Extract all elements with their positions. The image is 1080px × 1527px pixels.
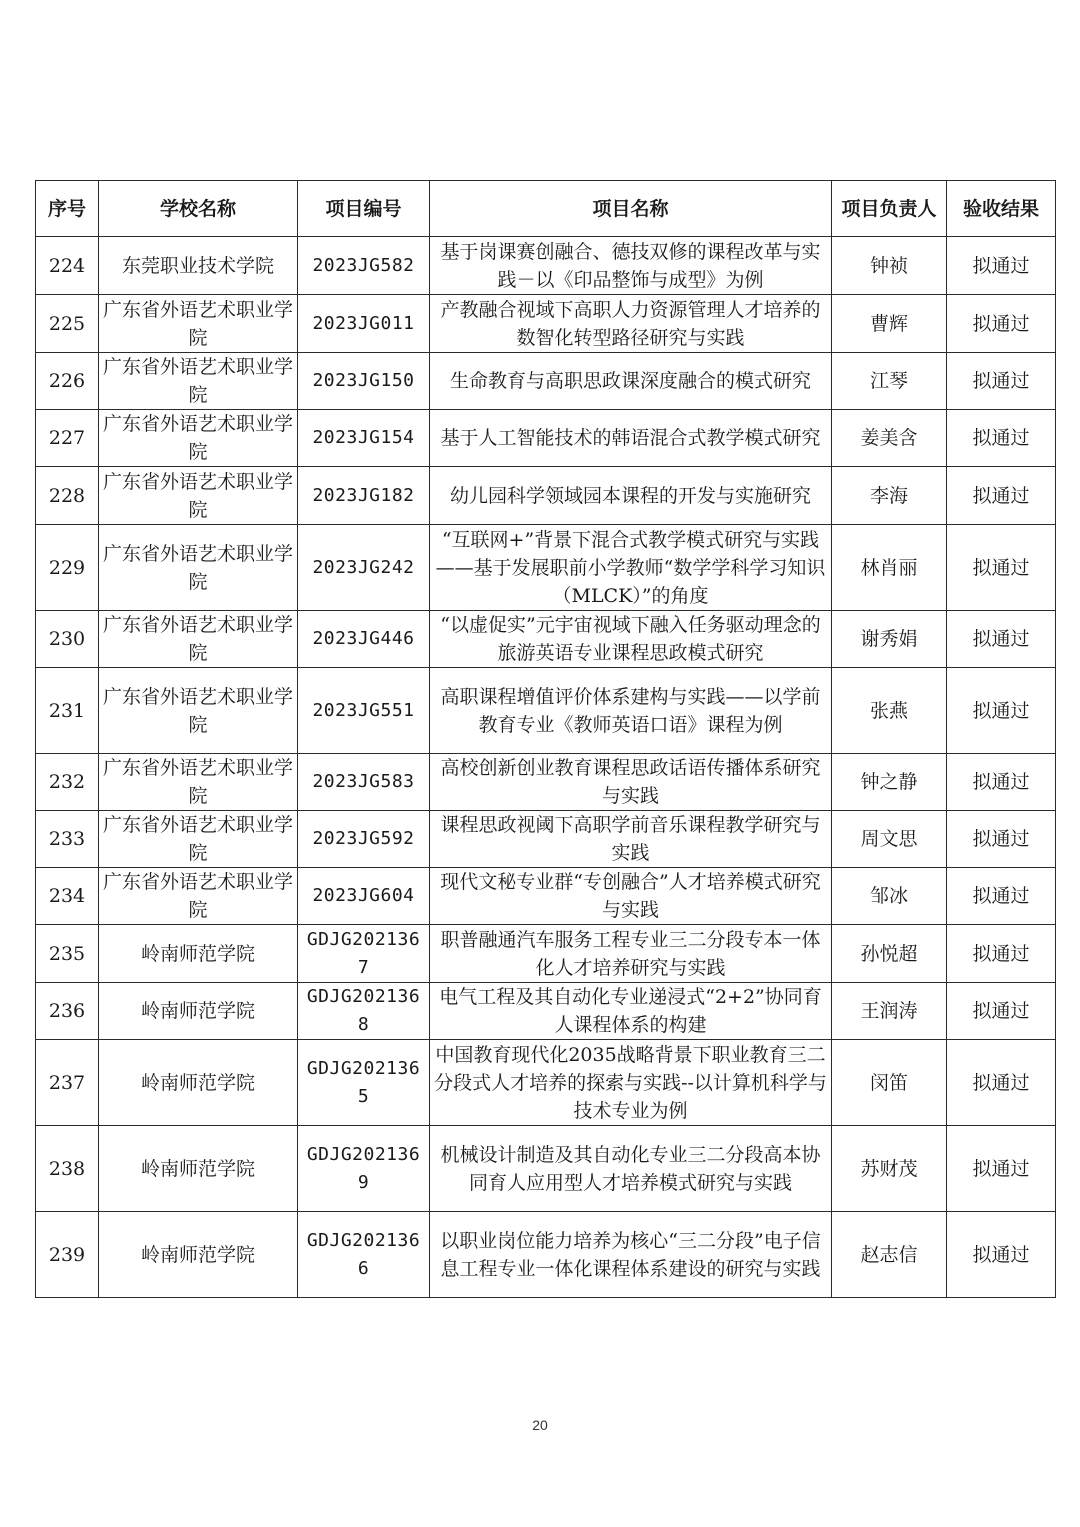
cell-code: 2023JG551 — [298, 668, 430, 754]
cell-project: 高职课程增值评价体系建构与实践——以学前教育专业《教师英语口语》课程为例 — [430, 668, 832, 754]
cell-school: 广东省外语艺术职业学院 — [99, 525, 298, 611]
table-row — [36, 295, 1056, 353]
table-body — [36, 237, 1056, 1298]
cell-seq: 227 — [36, 410, 99, 467]
cell-result: 拟通过 — [947, 1212, 1056, 1298]
cell-result: 拟通过 — [947, 525, 1056, 611]
cell-code: 2023JG150 — [298, 353, 430, 410]
table-row — [36, 611, 1056, 668]
cell-leader: 李海 — [832, 467, 947, 525]
cell-project: 电气工程及其自动化专业递浸式“2+2”协同育人课程体系的构建 — [430, 983, 832, 1040]
cell-school: 岭南师范学院 — [99, 1126, 298, 1212]
cell-seq: 234 — [36, 868, 99, 925]
cell-seq: 224 — [36, 237, 99, 295]
cell-school: 广东省外语艺术职业学院 — [99, 668, 298, 754]
cell-leader: 苏财茂 — [832, 1126, 947, 1212]
header-seq: 序号 — [36, 181, 99, 237]
cell-project: “以虚促实”元宇宙视域下融入任务驱动理念的旅游英语专业课程思政模式研究 — [430, 611, 832, 668]
cell-project: 中国教育现代化2035战略背景下职业教育三二分段式人才培养的探索与实践--以计算机科学与技术专业为例 — [430, 1040, 832, 1126]
cell-seq: 238 — [36, 1126, 99, 1212]
cell-project: 幼儿园科学领域园本课程的开发与实施研究 — [430, 467, 832, 525]
cell-result: 拟通过 — [947, 668, 1056, 754]
cell-code: GDJG2021365 — [298, 1040, 430, 1126]
cell-school: 广东省外语艺术职业学院 — [99, 811, 298, 868]
table-row — [36, 1126, 1056, 1212]
cell-seq: 231 — [36, 668, 99, 754]
header-code: 项目编号 — [298, 181, 430, 237]
cell-school: 广东省外语艺术职业学院 — [99, 467, 298, 525]
table-row — [36, 668, 1056, 754]
table-row — [36, 353, 1056, 410]
cell-leader: 孙悦超 — [832, 925, 947, 983]
cell-leader: 姜美含 — [832, 410, 947, 467]
cell-project: 基于人工智能技术的韩语混合式教学模式研究 — [430, 410, 832, 467]
cell-project: 基于岗课赛创融合、德技双修的课程改革与实践－以《印品整饰与成型》为例 — [430, 237, 832, 295]
cell-seq: 232 — [36, 754, 99, 811]
cell-project: 生命教育与高职思政课深度融合的模式研究 — [430, 353, 832, 410]
table-row — [36, 1212, 1056, 1298]
cell-code: 2023JG583 — [298, 754, 430, 811]
cell-result: 拟通过 — [947, 1126, 1056, 1212]
cell-school: 东莞职业技术学院 — [99, 237, 298, 295]
cell-result: 拟通过 — [947, 410, 1056, 467]
cell-code: 2023JG242 — [298, 525, 430, 611]
cell-leader: 王润涛 — [832, 983, 947, 1040]
cell-seq: 226 — [36, 353, 99, 410]
table-row — [36, 983, 1056, 1040]
header-school: 学校名称 — [99, 181, 298, 237]
cell-code: GDJG2021366 — [298, 1212, 430, 1298]
cell-leader: 江琴 — [832, 353, 947, 410]
cell-seq: 225 — [36, 295, 99, 353]
cell-seq: 237 — [36, 1040, 99, 1126]
cell-school: 岭南师范学院 — [99, 983, 298, 1040]
cell-project: 职普融通汽车服务工程专业三二分段专本一体化人才培养研究与实践 — [430, 925, 832, 983]
cell-result: 拟通过 — [947, 353, 1056, 410]
table-row — [36, 467, 1056, 525]
cell-seq: 239 — [36, 1212, 99, 1298]
cell-project: 产教融合视域下高职人力资源管理人才培养的数智化转型路径研究与实践 — [430, 295, 832, 353]
cell-project: “互联网+”背景下混合式教学模式研究与实践——基于发展职前小学教师“数学学科学习知识（MLCK）”的角度 — [430, 525, 832, 611]
cell-result: 拟通过 — [947, 1040, 1056, 1126]
table-row — [36, 525, 1056, 611]
cell-school: 岭南师范学院 — [99, 1212, 298, 1298]
cell-result: 拟通过 — [947, 611, 1056, 668]
cell-school: 广东省外语艺术职业学院 — [99, 353, 298, 410]
table-row — [36, 868, 1056, 925]
cell-school: 广东省外语艺术职业学院 — [99, 295, 298, 353]
cell-seq: 228 — [36, 467, 99, 525]
cell-result: 拟通过 — [947, 237, 1056, 295]
header-result: 验收结果 — [947, 181, 1056, 237]
cell-leader: 谢秀娟 — [832, 611, 947, 668]
cell-leader: 钟祯 — [832, 237, 947, 295]
cell-code: 2023JG592 — [298, 811, 430, 868]
cell-project: 以职业岗位能力培养为核心“三二分段”电子信息工程专业一体化课程体系建设的研究与实践 — [430, 1212, 832, 1298]
cell-result: 拟通过 — [947, 467, 1056, 525]
cell-leader: 曹辉 — [832, 295, 947, 353]
cell-school: 广东省外语艺术职业学院 — [99, 410, 298, 467]
header-leader: 项目负责人 — [832, 181, 947, 237]
cell-project: 现代文秘专业群“专创融合”人才培养模式研究与实践 — [430, 868, 832, 925]
cell-code: 2023JG182 — [298, 467, 430, 525]
cell-code: GDJG2021368 — [298, 983, 430, 1040]
table-row — [36, 410, 1056, 467]
cell-code: GDJG2021367 — [298, 925, 430, 983]
cell-school: 广东省外语艺术职业学院 — [99, 611, 298, 668]
cell-leader: 邹冰 — [832, 868, 947, 925]
cell-leader: 钟之静 — [832, 754, 947, 811]
table-row — [36, 811, 1056, 868]
cell-project: 机械设计制造及其自动化专业三二分段高本协同育人应用型人才培养模式研究与实践 — [430, 1126, 832, 1212]
cell-project: 高校创新创业教育课程思政话语传播体系研究与实践 — [430, 754, 832, 811]
cell-code: 2023JG582 — [298, 237, 430, 295]
page-number: 20 — [532, 1417, 548, 1433]
cell-leader: 赵志信 — [832, 1212, 947, 1298]
cell-school: 广东省外语艺术职业学院 — [99, 868, 298, 925]
cell-leader: 张燕 — [832, 668, 947, 754]
cell-school: 岭南师范学院 — [99, 1040, 298, 1126]
cell-code: 2023JG604 — [298, 868, 430, 925]
cell-seq: 236 — [36, 983, 99, 1040]
cell-project: 课程思政视阈下高职学前音乐课程教学研究与实践 — [430, 811, 832, 868]
cell-leader: 林肖丽 — [832, 525, 947, 611]
cell-seq: 229 — [36, 525, 99, 611]
cell-result: 拟通过 — [947, 295, 1056, 353]
cell-result: 拟通过 — [947, 754, 1056, 811]
cell-code: GDJG2021369 — [298, 1126, 430, 1212]
cell-result: 拟通过 — [947, 868, 1056, 925]
cell-seq: 235 — [36, 925, 99, 983]
cell-code: 2023JG011 — [298, 295, 430, 353]
cell-code: 2023JG154 — [298, 410, 430, 467]
cell-result: 拟通过 — [947, 811, 1056, 868]
cell-leader: 闵笛 — [832, 1040, 947, 1126]
cell-seq: 233 — [36, 811, 99, 868]
table-row — [36, 925, 1056, 983]
header-project: 项目名称 — [430, 181, 832, 237]
table-row — [36, 754, 1056, 811]
cell-seq: 230 — [36, 611, 99, 668]
cell-school: 岭南师范学院 — [99, 925, 298, 983]
table-header-row — [36, 181, 1056, 237]
acceptance-results-table — [35, 180, 1056, 1298]
cell-school: 广东省外语艺术职业学院 — [99, 754, 298, 811]
cell-code: 2023JG446 — [298, 611, 430, 668]
cell-result: 拟通过 — [947, 925, 1056, 983]
cell-result: 拟通过 — [947, 983, 1056, 1040]
cell-leader: 周文思 — [832, 811, 947, 868]
table-row — [36, 1040, 1056, 1126]
table-row — [36, 237, 1056, 295]
